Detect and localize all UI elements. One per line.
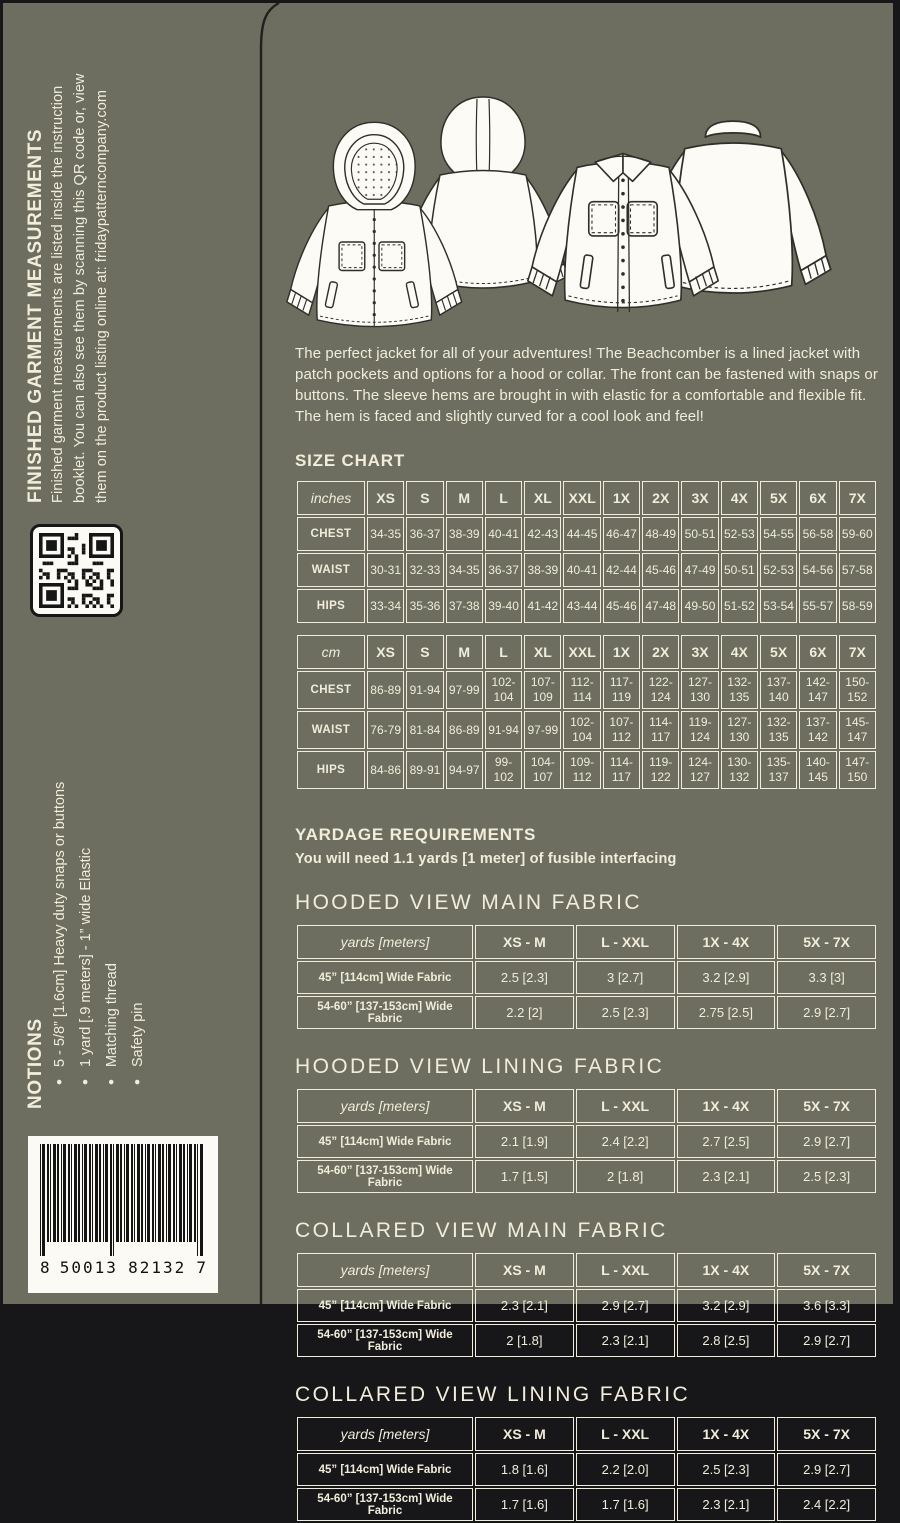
size-column-header: S <box>406 635 443 669</box>
size-column-header: 6X <box>799 635 836 669</box>
finished-measurements-text: Finished garment measurements are listed inside the instruction booklet. You can also see them by scanning this QR code or, view them on the product listing online at: fridaypatterncompany.com <box>50 73 110 503</box>
yardage-value: 2.2 [2.0] <box>576 1453 675 1486</box>
size-column-header: 3X <box>681 635 718 669</box>
size-group-header: 5X - 7X <box>777 1417 876 1451</box>
yardage-table <box>295 1415 878 1523</box>
measurement-row-label: WAIST <box>297 711 365 749</box>
notion-item: • 1 yard [.9 meters] - 1” wide Elastic <box>73 729 99 1109</box>
measurement-value: 91-94 <box>406 671 443 709</box>
yardage-value: 1.7 [1.6] <box>475 1488 574 1521</box>
measurement-value: 44-45 <box>563 517 600 551</box>
size-column-header: 3X <box>681 481 718 515</box>
measurement-value: 58-59 <box>839 589 876 623</box>
yardage-value: 2.75 [2.5] <box>677 996 776 1029</box>
measurement-value: 47-49 <box>681 553 718 587</box>
yardage-value: 2.3 [2.1] <box>677 1160 776 1193</box>
measurement-row <box>297 589 876 623</box>
size-group-header: XS - M <box>475 925 574 959</box>
yardage-value: 3.3 [3] <box>777 961 876 994</box>
size-column-header: 4X <box>721 481 758 515</box>
size-group-header: 5X - 7X <box>777 1089 876 1123</box>
measurement-value: 107-112 <box>603 711 640 749</box>
size-group-header: L - XXL <box>576 925 675 959</box>
measurement-value: 42-44 <box>603 553 640 587</box>
measurement-value: 94-97 <box>446 751 483 789</box>
qr-code-icon <box>39 533 114 608</box>
measurement-value: 52-53 <box>721 517 758 551</box>
measurement-value: 56-58 <box>799 517 836 551</box>
size-column-header: L <box>485 481 522 515</box>
yardage-value: 2.9 [2.7] <box>576 1289 675 1322</box>
measurement-value: 117-119 <box>603 671 640 709</box>
measurement-value: 37-38 <box>446 589 483 623</box>
measurement-value: 46-47 <box>603 517 640 551</box>
yardage-value: 2.5 [2.3] <box>576 996 675 1029</box>
size-column-header: 2X <box>642 635 679 669</box>
yardage-row <box>297 996 876 1029</box>
measurement-value: 53-54 <box>760 589 797 623</box>
measurement-value: 135-137 <box>760 751 797 789</box>
yardage-row <box>297 961 876 994</box>
size-column-header: 5X <box>760 635 797 669</box>
measurement-value: 36-37 <box>406 517 443 551</box>
yardage-section-heading: HOODED VIEW LINING FABRIC <box>295 1055 665 1078</box>
fabric-width-label: 54-60” [137-153cm] Wide Fabric <box>297 996 473 1029</box>
measurement-value: 42-43 <box>524 517 561 551</box>
yardage-table <box>295 1087 878 1195</box>
size-group-header: 1X - 4X <box>677 1253 776 1287</box>
yardage-value: 3 [2.7] <box>576 961 675 994</box>
yardage-table <box>295 923 878 1031</box>
measurement-value: 142-147 <box>799 671 836 709</box>
qr-code <box>30 524 123 617</box>
yardage-value: 2.3 [2.1] <box>475 1289 574 1322</box>
measurement-row-label: HIPS <box>297 589 365 623</box>
measurement-value: 112-114 <box>563 671 600 709</box>
yardage-value: 2.9 [2.7] <box>777 996 876 1029</box>
size-group-header: 5X - 7X <box>777 925 876 959</box>
yardage-value: 2.4 [2.2] <box>777 1488 876 1521</box>
measurement-value: 137-140 <box>760 671 797 709</box>
measurement-value: 76-79 <box>367 711 404 749</box>
measurement-value: 43-44 <box>563 589 600 623</box>
measurement-value: 91-94 <box>485 711 522 749</box>
size-column-header: XL <box>524 635 561 669</box>
measurement-row-label: CHEST <box>297 517 365 551</box>
pattern-envelope-back <box>3 3 893 1517</box>
yardage-tables <box>295 891 878 1523</box>
size-chart-tables <box>295 479 878 791</box>
size-column-header: 6X <box>799 481 836 515</box>
yardage-table <box>295 1251 878 1359</box>
measurement-value: 59-60 <box>839 517 876 551</box>
size-column-header: M <box>446 481 483 515</box>
size-column-header: 7X <box>839 635 876 669</box>
measurement-value: 51-52 <box>721 589 758 623</box>
measurement-value: 97-99 <box>446 671 483 709</box>
measurement-value: 137-142 <box>799 711 836 749</box>
notion-item: • Matching thread <box>99 729 125 1109</box>
measurement-value: 47-48 <box>642 589 679 623</box>
notions-list <box>47 729 151 1109</box>
yardage-row <box>297 1125 876 1158</box>
measurement-row <box>297 671 876 709</box>
measurement-value: 102-104 <box>563 711 600 749</box>
measurement-value: 54-55 <box>760 517 797 551</box>
measurement-value: 102-104 <box>485 671 522 709</box>
size-column-header: XS <box>367 481 404 515</box>
yardage-value: 1.7 [1.6] <box>576 1488 675 1521</box>
measurement-value: 119-124 <box>681 711 718 749</box>
measurement-value: 32-33 <box>406 553 443 587</box>
measurement-value: 40-41 <box>563 553 600 587</box>
measurement-value: 36-37 <box>485 553 522 587</box>
notion-item: • 5 - 5/8” [1.6cm] Heavy duty snaps or buttons <box>47 729 73 1109</box>
measurement-value: 99-102 <box>485 751 522 789</box>
size-group-header: 5X - 7X <box>777 1253 876 1287</box>
size-column-header: 7X <box>839 481 876 515</box>
yardage-value: 2.1 [1.9] <box>475 1125 574 1158</box>
size-column-header: M <box>446 635 483 669</box>
measurement-value: 52-53 <box>760 553 797 587</box>
size-chart-heading: SIZE CHART <box>295 451 405 470</box>
yardage-value: 3.6 [3.3] <box>777 1289 876 1322</box>
measurement-value: 150-152 <box>839 671 876 709</box>
size-group-header: XS - M <box>475 1417 574 1451</box>
size-group-header: XS - M <box>475 1253 574 1287</box>
fabric-width-label: 54-60” [137-153cm] Wide Fabric <box>297 1160 473 1193</box>
yards-meters-label: yards [meters] <box>297 1089 473 1123</box>
notion-item: • Safety pin <box>125 729 151 1109</box>
barcode-digits <box>38 1258 208 1277</box>
yardage-value: 1.8 [1.6] <box>475 1453 574 1486</box>
yardage-value: 2 [1.8] <box>475 1324 574 1357</box>
yardage-value: 2.5 [2.3] <box>677 1453 776 1486</box>
yardage-value: 3.2 [2.9] <box>677 1289 776 1322</box>
size-group-header: L - XXL <box>576 1417 675 1451</box>
yardage-value: 2.2 [2] <box>475 996 574 1029</box>
yardage-row <box>297 1488 876 1521</box>
measurement-value: 132-135 <box>760 711 797 749</box>
main-panel <box>295 3 878 1523</box>
measurement-value: 114-117 <box>642 711 679 749</box>
measurement-value: 107-109 <box>524 671 561 709</box>
size-column-header: L <box>485 635 522 669</box>
measurement-value: 109-112 <box>563 751 600 789</box>
fabric-width-label: 45” [114cm] Wide Fabric <box>297 1453 473 1486</box>
fabric-width-label: 54-60” [137-153cm] Wide Fabric <box>297 1324 473 1357</box>
yards-meters-label: yards [meters] <box>297 925 473 959</box>
notions-block <box>25 729 151 1109</box>
measurement-value: 97-99 <box>524 711 561 749</box>
measurement-value: 86-89 <box>367 671 404 709</box>
measurement-value: 49-50 <box>681 589 718 623</box>
yardage-value: 2.5 [2.3] <box>777 1160 876 1193</box>
measurement-value: 40-41 <box>485 517 522 551</box>
measurement-value: 130-132 <box>721 751 758 789</box>
measurement-value: 50-51 <box>681 517 718 551</box>
interfacing-note: You will need 1.1 yards [1 meter] of fusible interfacing <box>295 851 677 867</box>
size-group-header: 1X - 4X <box>677 925 776 959</box>
unit-label: cm <box>297 635 365 669</box>
measurement-value: 38-39 <box>446 517 483 551</box>
product-description: The perfect jacket for all of your adventures! The Beachcomber is a lined jacket with patch pockets and options for a hood or collar. The front can be fastened with snaps or buttons. The sleeve hems are brought in with elastic for a comfortable and flexible fit. The hem is faced and slightly curved for a cool look and feel! <box>295 345 878 425</box>
yardage-value: 2.5 [2.3] <box>475 961 574 994</box>
barcode <box>28 1136 218 1293</box>
measurement-value: 38-39 <box>524 553 561 587</box>
measurement-row <box>297 553 876 587</box>
finished-measurements-heading: FINISHED GARMENT MEASUREMENTS <box>25 128 46 503</box>
yardage-value: 2.8 [2.5] <box>677 1324 776 1357</box>
yardage-row <box>297 1160 876 1193</box>
size-column-header: 5X <box>760 481 797 515</box>
measurement-row <box>297 711 876 749</box>
yardage-value: 3.2 [2.9] <box>677 961 776 994</box>
size-column-header: XXL <box>563 481 600 515</box>
fabric-width-label: 45” [114cm] Wide Fabric <box>297 1289 473 1322</box>
yardage-value: 2.3 [2.1] <box>576 1324 675 1357</box>
measurement-value: 41-42 <box>524 589 561 623</box>
fabric-width-label: 45” [114cm] Wide Fabric <box>297 961 473 994</box>
yardage-value: 2.9 [2.7] <box>777 1453 876 1486</box>
size-group-header: L - XXL <box>576 1089 675 1123</box>
measurement-row-label: WAIST <box>297 553 365 587</box>
yards-meters-label: yards [meters] <box>297 1417 473 1451</box>
jacket-illustrations <box>295 67 878 329</box>
size-column-header: XXL <box>563 635 600 669</box>
measurement-value: 84-86 <box>367 751 404 789</box>
measurement-value: 86-89 <box>446 711 483 749</box>
barcode-digit: 8 <box>40 1258 50 1277</box>
notions-heading: NOTIONS <box>25 1018 46 1109</box>
barcode-digit-group: 50013 <box>59 1258 118 1277</box>
unit-label: inches <box>297 481 365 515</box>
barcode-digit: 7 <box>196 1258 206 1277</box>
yardage-section-heading: COLLARED VIEW MAIN FABRIC <box>295 1219 668 1242</box>
yardage-heading: YARDAGE REQUIREMENTS <box>295 825 537 844</box>
yardage-section-heading: HOODED VIEW MAIN FABRIC <box>295 891 642 914</box>
measurement-value: 145-147 <box>839 711 876 749</box>
measurement-value: 30-31 <box>367 553 404 587</box>
measurement-value: 34-35 <box>446 553 483 587</box>
measurement-value: 132-135 <box>721 671 758 709</box>
measurement-value: 127-130 <box>721 711 758 749</box>
yardage-value: 2.9 [2.7] <box>777 1324 876 1357</box>
measurement-value: 33-34 <box>367 589 404 623</box>
measurement-row-label: HIPS <box>297 751 365 789</box>
size-group-header: L - XXL <box>576 1253 675 1287</box>
measurement-value: 45-46 <box>603 589 640 623</box>
size-column-header: 1X <box>603 481 640 515</box>
measurement-value: 122-124 <box>642 671 679 709</box>
size-column-header: 4X <box>721 635 758 669</box>
measurement-value: 124-127 <box>681 751 718 789</box>
size-column-header: XL <box>524 481 561 515</box>
measurement-value: 50-51 <box>721 553 758 587</box>
yardage-row <box>297 1324 876 1357</box>
finished-measurements-block <box>25 51 113 503</box>
measurement-row-label: CHEST <box>297 671 365 709</box>
measurement-value: 89-91 <box>406 751 443 789</box>
measurement-value: 104-107 <box>524 751 561 789</box>
yardage-row <box>297 1289 876 1322</box>
yardage-value: 1.7 [1.5] <box>475 1160 574 1193</box>
size-group-header: 1X - 4X <box>677 1089 776 1123</box>
barcode-bars <box>38 1144 208 1256</box>
yardage-value: 2.7 [2.5] <box>677 1125 776 1158</box>
measurement-value: 57-58 <box>839 553 876 587</box>
fabric-width-label: 54-60” [137-153cm] Wide Fabric <box>297 1488 473 1521</box>
size-column-header: S <box>406 481 443 515</box>
measurement-value: 140-145 <box>799 751 836 789</box>
measurement-value: 55-57 <box>799 589 836 623</box>
measurement-value: 45-46 <box>642 553 679 587</box>
size-chart-table-inches <box>295 479 878 625</box>
size-group-header: 1X - 4X <box>677 1417 776 1451</box>
size-column-header: XS <box>367 635 404 669</box>
measurement-value: 147-150 <box>839 751 876 789</box>
measurement-row <box>297 751 876 789</box>
size-column-header: 2X <box>642 481 679 515</box>
yardage-value: 2.9 [2.7] <box>777 1125 876 1158</box>
fabric-width-label: 45” [114cm] Wide Fabric <box>297 1125 473 1158</box>
yardage-section-heading: COLLARED VIEW LINING FABRIC <box>295 1383 691 1406</box>
size-chart-table-cm <box>295 633 878 791</box>
measurement-value: 127-130 <box>681 671 718 709</box>
measurement-value: 114-117 <box>603 751 640 789</box>
yardage-value: 2.4 [2.2] <box>576 1125 675 1158</box>
measurement-value: 39-40 <box>485 589 522 623</box>
barcode-digit-group: 82132 <box>128 1258 187 1277</box>
size-column-header: 1X <box>603 635 640 669</box>
measurement-value: 54-56 <box>799 553 836 587</box>
yardage-value: 2 [1.8] <box>576 1160 675 1193</box>
measurement-value: 119-122 <box>642 751 679 789</box>
measurement-value: 48-49 <box>642 517 679 551</box>
yardage-value: 2.3 [2.1] <box>677 1488 776 1521</box>
size-group-header: XS - M <box>475 1089 574 1123</box>
measurement-row <box>297 517 876 551</box>
yards-meters-label: yards [meters] <box>297 1253 473 1287</box>
measurement-value: 81-84 <box>406 711 443 749</box>
measurement-value: 34-35 <box>367 517 404 551</box>
measurement-value: 35-36 <box>406 589 443 623</box>
yardage-row <box>297 1453 876 1486</box>
